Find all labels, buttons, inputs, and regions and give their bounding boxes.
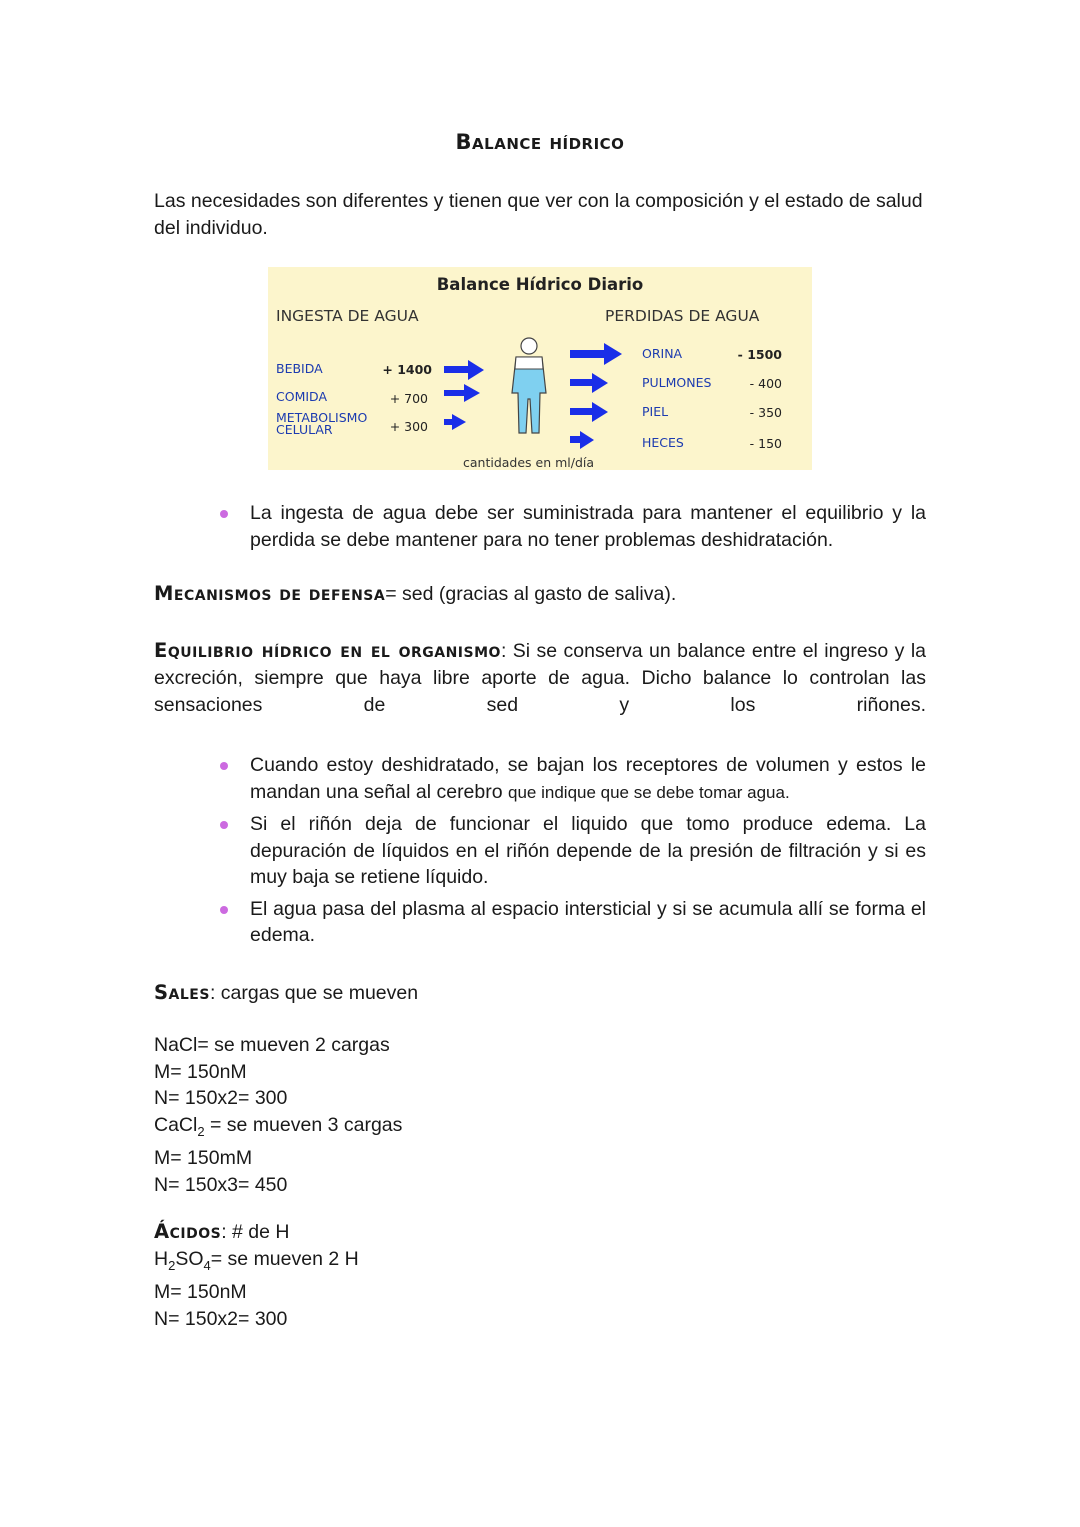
equilibrio-heading: Equilibrio hídrico en el organismo <box>154 639 501 662</box>
mecanismos-paragraph: Mecanismos de defensa= sed (gracias al gasto de saliva). <box>154 582 677 605</box>
loss-value-piel: - 350 <box>749 405 782 420</box>
formula-line: M= 150mM <box>154 1147 253 1170</box>
bullet-dot-icon <box>220 906 228 914</box>
intake-value-metabolismo: + 300 <box>389 419 428 434</box>
formula-line: N= 150x2= 300 <box>154 1087 288 1110</box>
loss-value-pulmones: - 400 <box>749 376 782 391</box>
arrow-right-icon <box>570 431 594 449</box>
formula-line: N= 150x3= 450 <box>154 1173 288 1196</box>
acidos-section <box>154 1219 359 1332</box>
intake-label-comida: COMIDA <box>276 389 327 404</box>
bullet-list-2 <box>250 752 926 954</box>
formula-line: N= 150x2= 300 <box>154 1307 288 1330</box>
arrow-right-icon <box>570 373 608 393</box>
formula-line: $H_2SO_4=$ se mueven 2 H <box>154 1247 359 1273</box>
sales-formulas <box>154 1032 402 1198</box>
diagram-footer: cantidades en ml/día <box>463 455 595 470</box>
intake-label-metabolismo: METABOLISMO <box>276 410 368 425</box>
formula-line: CaCl$_2$ = se mueven 3 cargas <box>154 1113 403 1139</box>
loss-value-orina: - 1500 <box>737 347 782 362</box>
intake-header: INGESTA DE AGUA <box>276 307 419 325</box>
list-item: Si el riñón deja de funcionar el liquido que tomo produce edema. La depuración de líquidos en el riñón depende de la presión de filtración y si es muy baja se retiene líquido. <box>250 811 926 891</box>
list-item: Cuando estoy deshidratado, se bajan los receptores de volumen y estos le mandan una señal al cerebro que indique que se debe tomar agua. <box>250 752 926 806</box>
list-item: El agua pasa del plasma al espacio intersticial y si se acumula allí se forma el edema. <box>250 896 926 949</box>
intro-paragraph: Las necesidades son diferentes y tienen que ver con la composición y el estado de salud del individuo. <box>154 190 923 239</box>
page-title: Balance hídrico <box>455 130 625 154</box>
intake-label-bebida: BEBIDA <box>276 361 323 376</box>
water-balance-diagram <box>268 267 812 470</box>
loss-label-heces: HECES <box>642 435 684 450</box>
formula-line: M= 150nM <box>154 1060 247 1083</box>
sales-paragraph: Sales: cargas que se mueven <box>154 981 419 1004</box>
loss-value-heces: - 150 <box>749 436 782 451</box>
arrow-right-icon <box>570 343 622 365</box>
loss-label-pulmones: PULMONES <box>642 375 712 390</box>
intake-value-bebida: + 1400 <box>382 362 432 377</box>
loss-label-piel: PIEL <box>642 404 669 419</box>
arrow-right-icon <box>444 414 466 430</box>
bullet-list-1 <box>250 500 926 558</box>
acidos-heading: Ácidos <box>154 1220 222 1243</box>
loss-label-orina: ORINA <box>642 346 683 361</box>
intake-value-comida: + 700 <box>389 391 428 406</box>
acidos-title-line: Ácidos: # de H <box>154 1220 290 1243</box>
loss-header: PERDIDAS DE AGUA <box>605 307 760 325</box>
formula-line: NaCl= se mueven 2 cargas <box>154 1034 390 1056</box>
bullet-dot-icon <box>220 762 228 770</box>
list-item: La ingesta de agua debe ser suministrada para mantener el equilibrio y la perdida se debe mantener para no tener problemas deshidratación. <box>250 500 926 553</box>
human-figure-icon <box>508 335 550 435</box>
arrow-right-icon <box>444 384 480 402</box>
sales-heading: Sales <box>154 981 210 1004</box>
arrow-right-icon <box>570 402 608 422</box>
diagram-title: Balance Hídrico Diario <box>436 275 644 294</box>
arrow-right-icon <box>444 360 484 380</box>
mecanismos-heading: Mecanismos de defensa <box>154 582 386 605</box>
intake-label-celular: CELULAR <box>276 422 333 437</box>
bullet-dot-icon <box>220 510 228 518</box>
bullet-dot-icon <box>220 821 228 829</box>
equilibrio-paragraph: Equilibrio hídrico en el organismo: Si se conserva un balance entre el ingreso y la excreción, siempre que haya libre aporte de agua. Dicho balance lo controlan las sensaciones de sed y los riñones. <box>154 639 926 716</box>
formula-line: M= 150nM <box>154 1281 247 1304</box>
